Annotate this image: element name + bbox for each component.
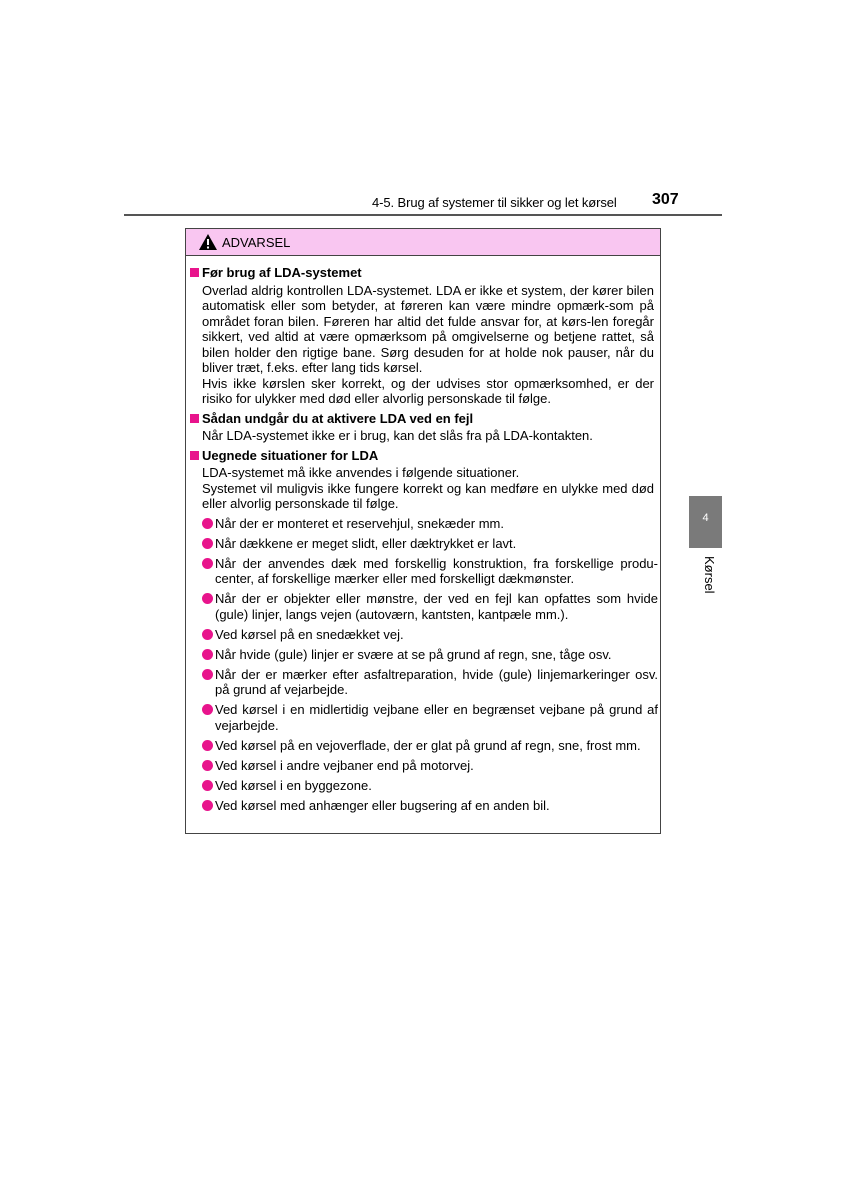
list-item-text: Når dækkene er meget slidt, eller dæktrykket er lavt. — [215, 535, 517, 551]
section-title-text: Uegnede situationer for LDA — [202, 447, 379, 463]
list-item-text: Ved kørsel med anhænger eller bugsering af en anden bil. — [215, 797, 550, 813]
circle-bullet-icon — [202, 704, 213, 715]
list-item-text: Når der er monteret et reservehjul, snekæder mm. — [215, 515, 504, 531]
circle-bullet-icon — [202, 629, 213, 640]
list-item — [202, 758, 658, 774]
list-item-text: Når hvide (gule) linjer er svære at se på grund af regn, sne, tåge osv. — [215, 646, 612, 662]
section-unsuitable-situations — [190, 448, 656, 814]
circle-bullet-icon — [202, 669, 213, 680]
paragraph: Når LDA-systemet ikke er i brug, kan det slås fra på LDA-kontakten. — [202, 428, 593, 443]
list-item — [202, 702, 658, 733]
paragraph: LDA-systemet må ikke anvendes i følgende situationer. — [202, 465, 520, 480]
paragraph: Systemet vil muligvis ikke fungere korrekt og kan medføre en ulykke med død eller alvorlig personskade til følge. — [202, 480, 654, 511]
list-item-text: Ved kørsel på en snedækket vej. — [215, 626, 404, 642]
warning-box — [185, 228, 661, 834]
situation-list — [202, 516, 658, 814]
list-item — [202, 536, 658, 552]
list-item-text: Ved kørsel i en byggezone. — [215, 777, 372, 793]
list-item — [202, 778, 658, 794]
circle-bullet-icon — [202, 518, 213, 529]
circle-bullet-icon — [202, 558, 213, 569]
section-title — [190, 448, 656, 464]
section-title — [190, 265, 656, 281]
warning-content — [190, 265, 656, 818]
page-number: 307 — [652, 191, 679, 208]
list-item-text: Når der er mærker efter asfaltreparation, hvide (gule) linjemarkeringer osv. på grund af vejarbejde. — [215, 666, 658, 697]
list-item — [202, 738, 658, 754]
list-item-text: Når der er objekter eller mønstre, der ved en fejl kan opfattes som hvide (gule) linjer, langs vejen (autoværn, kantsten, kantpæle mm.). — [215, 591, 658, 622]
section-title-text: Sådan undgår du at aktivere LDA ved en fejl — [202, 410, 474, 426]
chapter-tab[interactable]: 4 — [689, 496, 722, 548]
circle-bullet-icon — [202, 760, 213, 771]
section-header: 4-5. Brug af systemer til sikker og let kørsel — [372, 195, 617, 210]
section-avoid-activation — [190, 411, 656, 444]
warning-triangle-icon — [198, 233, 218, 251]
list-item — [202, 798, 658, 814]
header-rule — [124, 214, 722, 216]
list-item — [202, 627, 658, 643]
list-item — [202, 556, 658, 587]
list-item-text: Ved kørsel på en vejoverflade, der er glat på grund af regn, sne, frost mm. — [215, 737, 641, 753]
circle-bullet-icon — [202, 538, 213, 549]
circle-bullet-icon — [202, 800, 213, 811]
warning-header — [186, 229, 660, 256]
warning-title: ADVARSEL — [222, 234, 291, 250]
section-title — [190, 411, 656, 427]
circle-bullet-icon — [202, 740, 213, 751]
list-item-text: Når der anvendes dæk med forskellig konstruktion, fra forskellige produ-center, af forskellige mærker eller med forskelligt dækmønster. — [215, 555, 658, 586]
list-item-text: Ved kørsel i en midlertidig vejbane eller en begrænset vejbane på grund af vejarbejde. — [215, 702, 658, 733]
list-item — [202, 591, 658, 622]
section-title-text: Før brug af LDA-systemet — [202, 265, 362, 280]
paragraph: Overlad aldrig kontrollen LDA-systemet. LDA er ikke et system, der kører bilen automatisk eller som betyder, at føreren kan være mindre opmærk-som på området foran bilen. Føreren har altid det fulde ansvar for, at kørs-len foregår sikkert, ved altid at være opmærksom på omgivelserne og betjene rattet, så bilen holder den rigtige bane. Sørg desuden for at holde nok pauser, når du bliver træt, f.eks. efter lang tids kørsel. — [202, 282, 654, 375]
paragraph: Hvis ikke kørslen sker korrekt, og der udvises stor opmærksomhed, er der risiko for ulykker med død eller alvorlig personskade til følge. — [202, 375, 654, 406]
square-bullet-icon — [190, 268, 199, 277]
circle-bullet-icon — [202, 593, 213, 604]
list-item — [202, 647, 658, 663]
square-bullet-icon — [190, 451, 199, 460]
circle-bullet-icon — [202, 780, 213, 791]
list-item — [202, 516, 658, 532]
list-item — [202, 667, 658, 698]
chapter-tab-label: Kørsel — [702, 556, 717, 594]
list-item-text: Ved kørsel i andre vejbaner end på motorvej. — [215, 757, 474, 773]
section-before-use — [190, 265, 656, 407]
circle-bullet-icon — [202, 649, 213, 660]
square-bullet-icon — [190, 414, 199, 423]
